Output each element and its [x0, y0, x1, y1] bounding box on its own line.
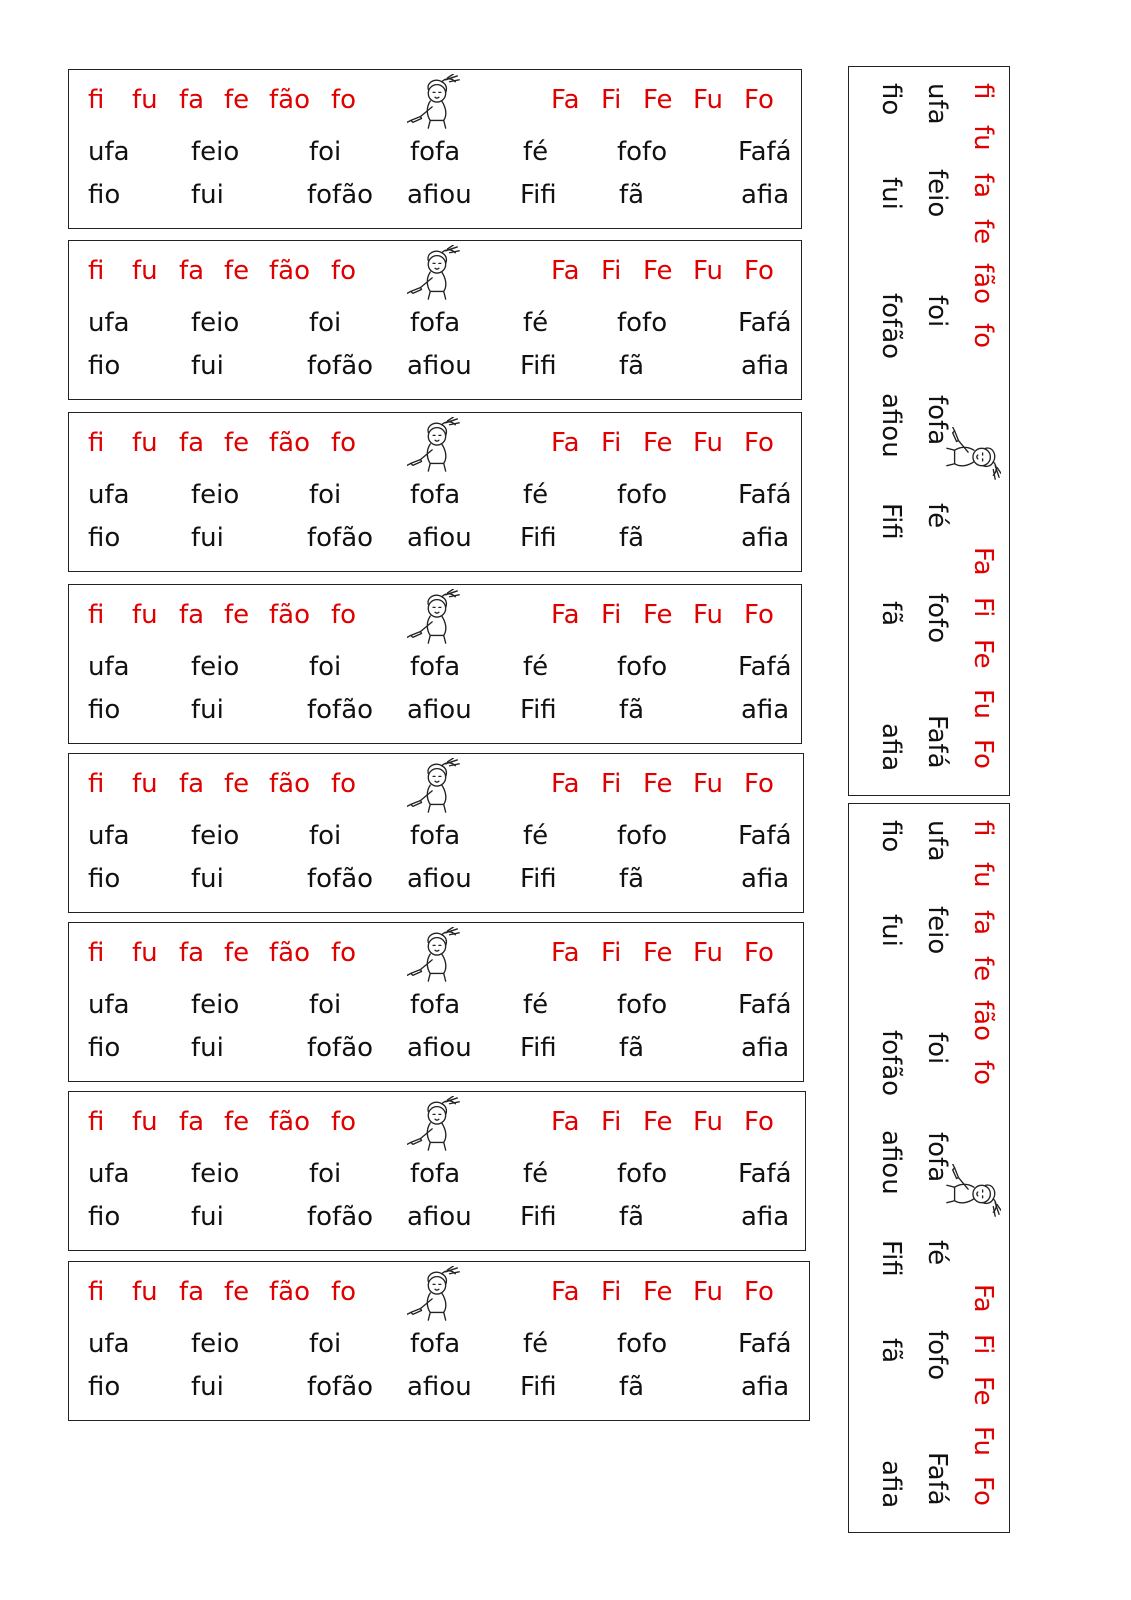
- word: Fifi: [520, 523, 557, 553]
- syllable: Fe: [643, 85, 673, 115]
- word: ufa: [88, 652, 130, 682]
- rotated-content: [849, 804, 1009, 1533]
- syllable: fo: [331, 256, 357, 286]
- word: fofa: [410, 480, 461, 510]
- syllable: fe: [224, 85, 250, 115]
- word: fã: [619, 695, 645, 725]
- syllable: Fi: [601, 769, 622, 799]
- word-row-1: [919, 67, 955, 796]
- syllable: fe: [224, 938, 250, 968]
- syllable: fi: [88, 85, 105, 115]
- syllable: fo: [331, 769, 357, 799]
- word: fofão: [307, 180, 374, 210]
- word: Fifi: [520, 1033, 557, 1063]
- syllable: Fo: [744, 1277, 774, 1307]
- word: fui: [191, 1033, 224, 1063]
- word: ufa: [922, 83, 952, 125]
- rotated-content: [849, 67, 1009, 796]
- syllable: fe: [224, 1277, 250, 1307]
- syllable: fão: [269, 428, 310, 458]
- word: fio: [88, 1372, 121, 1402]
- word: fui: [191, 180, 224, 210]
- word: Fafá: [922, 715, 952, 769]
- word: fã: [619, 1033, 645, 1063]
- syllable: fa: [968, 173, 998, 199]
- word-row-2: [69, 1369, 809, 1405]
- word: foi: [922, 295, 952, 328]
- child-blowing-horn-icon: [407, 245, 465, 303]
- word: fofo: [617, 1329, 668, 1359]
- syllable: fu: [132, 769, 158, 799]
- word: fofa: [410, 652, 461, 682]
- syllable: fi: [88, 600, 105, 630]
- word: afiou: [407, 695, 472, 725]
- word: Fafá: [738, 1329, 792, 1359]
- word: fio: [88, 864, 121, 894]
- word-row-1: [69, 477, 801, 513]
- word: fé: [523, 821, 549, 851]
- word-row-2: [69, 692, 801, 728]
- word: afiou: [407, 1372, 472, 1402]
- syllable: fão: [968, 263, 998, 304]
- syllable: Fa: [551, 769, 580, 799]
- word: fã: [619, 1372, 645, 1402]
- word: feio: [191, 1159, 240, 1189]
- word: afiou: [407, 351, 472, 381]
- word: Fifi: [520, 1202, 557, 1232]
- syllable: fo: [968, 323, 998, 349]
- syllable-card: [68, 922, 804, 1082]
- word: fé: [523, 990, 549, 1020]
- word: Fifi: [520, 180, 557, 210]
- syllable: Fa: [551, 600, 580, 630]
- word: fofão: [876, 1030, 906, 1097]
- syllable: Fu: [693, 1107, 724, 1137]
- syllable: fão: [269, 256, 310, 286]
- word: fã: [876, 1338, 906, 1364]
- word: fé: [922, 503, 952, 529]
- word: fui: [876, 177, 906, 210]
- word: fio: [88, 1033, 121, 1063]
- word: fofão: [307, 864, 374, 894]
- word: fã: [619, 351, 645, 381]
- syllable: fe: [968, 956, 998, 982]
- syllable: Fa: [551, 428, 580, 458]
- word: fé: [523, 137, 549, 167]
- syllable: fão: [269, 938, 310, 968]
- syllable: fi: [968, 820, 998, 837]
- syllable: Fe: [643, 769, 673, 799]
- word-row-2: [69, 177, 801, 213]
- syllable: Fo: [744, 769, 774, 799]
- syllable: fo: [331, 1277, 357, 1307]
- syllable: fu: [968, 125, 998, 151]
- syllable: Fi: [601, 938, 622, 968]
- syllable: Fe: [643, 600, 673, 630]
- syllable: fu: [132, 1107, 158, 1137]
- word: fio: [88, 523, 121, 553]
- word: Fafá: [738, 1159, 792, 1189]
- word: fofão: [876, 293, 906, 360]
- child-blowing-horn-icon: [407, 758, 465, 816]
- syllable: Fu: [693, 1277, 724, 1307]
- word: feio: [191, 137, 240, 167]
- word: foi: [309, 821, 342, 851]
- word: fofo: [617, 1159, 668, 1189]
- syllable: fi: [88, 428, 105, 458]
- word: Fafá: [738, 821, 792, 851]
- word: Fifi: [520, 351, 557, 381]
- syllable: fo: [331, 600, 357, 630]
- word: feio: [191, 652, 240, 682]
- word: fé: [523, 480, 549, 510]
- syllable: fa: [179, 769, 205, 799]
- syllable: Fa: [551, 256, 580, 286]
- syllable-card: [68, 240, 802, 400]
- word: fofão: [307, 695, 374, 725]
- word: Fafá: [922, 1452, 952, 1506]
- word: feio: [191, 1329, 240, 1359]
- word-row-1: [919, 804, 955, 1533]
- syllable: fão: [269, 769, 310, 799]
- word: fui: [191, 864, 224, 894]
- syllable-card: [68, 1091, 806, 1251]
- syllable: fão: [269, 1277, 310, 1307]
- syllable: fa: [179, 256, 205, 286]
- syllable: fo: [968, 1060, 998, 1086]
- word-row-2: [69, 1199, 805, 1235]
- syllable: Fa: [968, 1284, 998, 1313]
- word: afia: [741, 864, 790, 894]
- word: feio: [191, 821, 240, 851]
- syllable: Fu: [693, 938, 724, 968]
- word: fofa: [922, 395, 952, 446]
- syllable: fa: [968, 910, 998, 936]
- syllable: fu: [132, 428, 158, 458]
- word: afia: [741, 523, 790, 553]
- word: fofo: [617, 480, 668, 510]
- syllable: Fu: [693, 600, 724, 630]
- word: afiou: [876, 1130, 906, 1195]
- syllable: fo: [331, 938, 357, 968]
- word: Fafá: [738, 652, 792, 682]
- syllable: fu: [132, 85, 158, 115]
- syllable: fa: [179, 1277, 205, 1307]
- syllable: fe: [224, 256, 250, 286]
- word: foi: [309, 137, 342, 167]
- word-row-1: [69, 134, 801, 170]
- word: fé: [523, 308, 549, 338]
- word: feio: [191, 308, 240, 338]
- syllable: Fo: [744, 428, 774, 458]
- syllable: Fe: [643, 1277, 673, 1307]
- word: Fafá: [738, 308, 792, 338]
- word-row-1: [69, 1326, 809, 1362]
- word: fofão: [307, 1372, 374, 1402]
- word-row-2: [873, 67, 909, 796]
- word: Fafá: [738, 480, 792, 510]
- syllable: fi: [88, 769, 105, 799]
- word: afiou: [407, 523, 472, 553]
- word: Fifi: [520, 695, 557, 725]
- syllable-card: [68, 1261, 810, 1421]
- syllable: fe: [224, 428, 250, 458]
- syllable: fe: [968, 219, 998, 245]
- word: fofa: [410, 308, 461, 338]
- syllable: Fi: [601, 256, 622, 286]
- word: fé: [922, 1240, 952, 1266]
- child-blowing-horn-icon: [407, 927, 465, 985]
- word: Fifi: [520, 864, 557, 894]
- word: afia: [741, 1372, 790, 1402]
- syllable: fe: [224, 769, 250, 799]
- word: fofão: [307, 1202, 374, 1232]
- syllable: Fa: [551, 85, 580, 115]
- syllable: fão: [968, 1000, 998, 1041]
- word: foi: [309, 990, 342, 1020]
- syllable: Fo: [744, 938, 774, 968]
- syllable: Fi: [601, 600, 622, 630]
- word: ufa: [88, 308, 130, 338]
- word: fofo: [617, 821, 668, 851]
- word-row-2: [873, 804, 909, 1533]
- syllable: fu: [968, 862, 998, 888]
- word: fé: [523, 1159, 549, 1189]
- syllable: fi: [88, 1277, 105, 1307]
- word: fofa: [922, 1132, 952, 1183]
- word: fio: [88, 1202, 121, 1232]
- word: fofa: [410, 990, 461, 1020]
- word: fui: [876, 914, 906, 947]
- word: ufa: [88, 480, 130, 510]
- child-blowing-horn-icon: [407, 589, 465, 647]
- syllable: Fo: [968, 739, 998, 769]
- word: Fifi: [876, 503, 906, 540]
- word-row-2: [69, 861, 803, 897]
- syllable: fi: [88, 256, 105, 286]
- word: afiou: [876, 393, 906, 458]
- word: foi: [309, 1159, 342, 1189]
- syllable: Fi: [601, 428, 622, 458]
- syllable: Fu: [693, 428, 724, 458]
- word: ufa: [88, 990, 130, 1020]
- word: fofo: [922, 593, 952, 644]
- word: afia: [741, 1033, 790, 1063]
- syllable: fão: [269, 600, 310, 630]
- word: afia: [741, 1202, 790, 1232]
- syllable: fi: [88, 1107, 105, 1137]
- syllable: fu: [132, 1277, 158, 1307]
- syllable: Fo: [968, 1476, 998, 1506]
- word: fã: [876, 601, 906, 627]
- word: fã: [619, 180, 645, 210]
- word: fio: [88, 180, 121, 210]
- syllable: fe: [224, 600, 250, 630]
- syllable: Fi: [601, 85, 622, 115]
- word: fofa: [410, 1329, 461, 1359]
- word: fã: [619, 1202, 645, 1232]
- word: ufa: [88, 821, 130, 851]
- syllable: Fu: [968, 1426, 998, 1457]
- word: fofão: [307, 1033, 374, 1063]
- word-row-1: [69, 987, 803, 1023]
- word-row-2: [69, 348, 801, 384]
- word: fofão: [307, 523, 374, 553]
- syllable: Fo: [744, 85, 774, 115]
- syllable: Fu: [693, 85, 724, 115]
- word: afiou: [407, 1033, 472, 1063]
- syllable: Fi: [968, 597, 998, 618]
- syllable: Fi: [601, 1277, 622, 1307]
- word-row-1: [69, 649, 801, 685]
- syllable: fão: [269, 85, 310, 115]
- syllable: Fa: [551, 1107, 580, 1137]
- syllable: fu: [132, 256, 158, 286]
- word: afia: [741, 180, 790, 210]
- syllable: fa: [179, 938, 205, 968]
- word: fio: [876, 83, 906, 116]
- word: afia: [741, 351, 790, 381]
- syllable: Fa: [968, 547, 998, 576]
- syllable: fa: [179, 1107, 205, 1137]
- child-blowing-horn-icon: [407, 1266, 465, 1324]
- syllable: Fe: [968, 1376, 998, 1406]
- syllable: fu: [132, 600, 158, 630]
- word: feio: [922, 169, 952, 218]
- syllable: fa: [179, 85, 205, 115]
- word: Fifi: [876, 1240, 906, 1277]
- word: afia: [876, 723, 906, 772]
- word: fã: [619, 523, 645, 553]
- word-row-1: [69, 818, 803, 854]
- word: foi: [309, 1329, 342, 1359]
- word: fui: [191, 523, 224, 553]
- syllable: Fi: [968, 1334, 998, 1355]
- syllable: fo: [331, 1107, 357, 1137]
- word: Fafá: [738, 137, 792, 167]
- word: foi: [309, 308, 342, 338]
- syllable: Fe: [643, 428, 673, 458]
- syllable: Fo: [744, 256, 774, 286]
- syllable: fo: [331, 85, 357, 115]
- vertical-syllable-card: [848, 803, 1010, 1533]
- word: afia: [741, 695, 790, 725]
- child-blowing-horn-icon: [407, 74, 465, 132]
- syllable-card: [68, 584, 802, 744]
- word: fui: [191, 351, 224, 381]
- syllable: fo: [331, 428, 357, 458]
- word-row-1: [69, 1156, 805, 1192]
- word: fé: [523, 652, 549, 682]
- syllable: fão: [269, 1107, 310, 1137]
- word: fofo: [617, 308, 668, 338]
- word: fofão: [307, 351, 374, 381]
- word: feio: [922, 906, 952, 955]
- syllable: Fo: [744, 600, 774, 630]
- word: ufa: [88, 1329, 130, 1359]
- syllable: Fi: [601, 1107, 622, 1137]
- word: fio: [88, 351, 121, 381]
- word: foi: [309, 652, 342, 682]
- word: Fafá: [738, 990, 792, 1020]
- syllable: fa: [179, 428, 205, 458]
- word: fé: [523, 1329, 549, 1359]
- word: feio: [191, 990, 240, 1020]
- word: ufa: [88, 137, 130, 167]
- syllable: fu: [132, 938, 158, 968]
- syllable-card: [68, 412, 802, 572]
- syllable: fi: [968, 83, 998, 100]
- child-blowing-horn-icon: [407, 417, 465, 475]
- word: fofo: [617, 137, 668, 167]
- word: fofo: [617, 990, 668, 1020]
- child-blowing-horn-icon: [407, 1096, 465, 1154]
- syllable-card: [68, 69, 802, 229]
- word: fui: [191, 1202, 224, 1232]
- word: fui: [191, 695, 224, 725]
- word-row-2: [69, 520, 801, 556]
- word: afiou: [407, 180, 472, 210]
- word: ufa: [922, 820, 952, 862]
- vertical-syllable-card: [848, 66, 1010, 796]
- syllable-card: [68, 753, 804, 913]
- word: Fifi: [520, 1372, 557, 1402]
- word: afiou: [407, 864, 472, 894]
- word: fofa: [410, 137, 461, 167]
- syllable: Fa: [551, 1277, 580, 1307]
- word: fio: [876, 820, 906, 853]
- syllable: Fe: [643, 1107, 673, 1137]
- syllable: fi: [88, 938, 105, 968]
- word: afiou: [407, 1202, 472, 1232]
- syllable: Fa: [551, 938, 580, 968]
- word-row-1: [69, 305, 801, 341]
- syllable: Fu: [693, 256, 724, 286]
- syllable: Fu: [968, 689, 998, 720]
- syllable: fe: [224, 1107, 250, 1137]
- word: fofa: [410, 1159, 461, 1189]
- syllable: fa: [179, 600, 205, 630]
- word: fofo: [922, 1330, 952, 1381]
- syllable: Fe: [643, 256, 673, 286]
- word: afia: [876, 1460, 906, 1509]
- syllable: Fe: [968, 639, 998, 669]
- word: fio: [88, 695, 121, 725]
- word: ufa: [88, 1159, 130, 1189]
- word: foi: [922, 1032, 952, 1065]
- syllable: Fo: [744, 1107, 774, 1137]
- word: foi: [309, 480, 342, 510]
- word: fofa: [410, 821, 461, 851]
- syllable: Fe: [643, 938, 673, 968]
- word: fofo: [617, 652, 668, 682]
- word: feio: [191, 480, 240, 510]
- word: fã: [619, 864, 645, 894]
- word-row-2: [69, 1030, 803, 1066]
- syllable: Fu: [693, 769, 724, 799]
- word: fui: [191, 1372, 224, 1402]
